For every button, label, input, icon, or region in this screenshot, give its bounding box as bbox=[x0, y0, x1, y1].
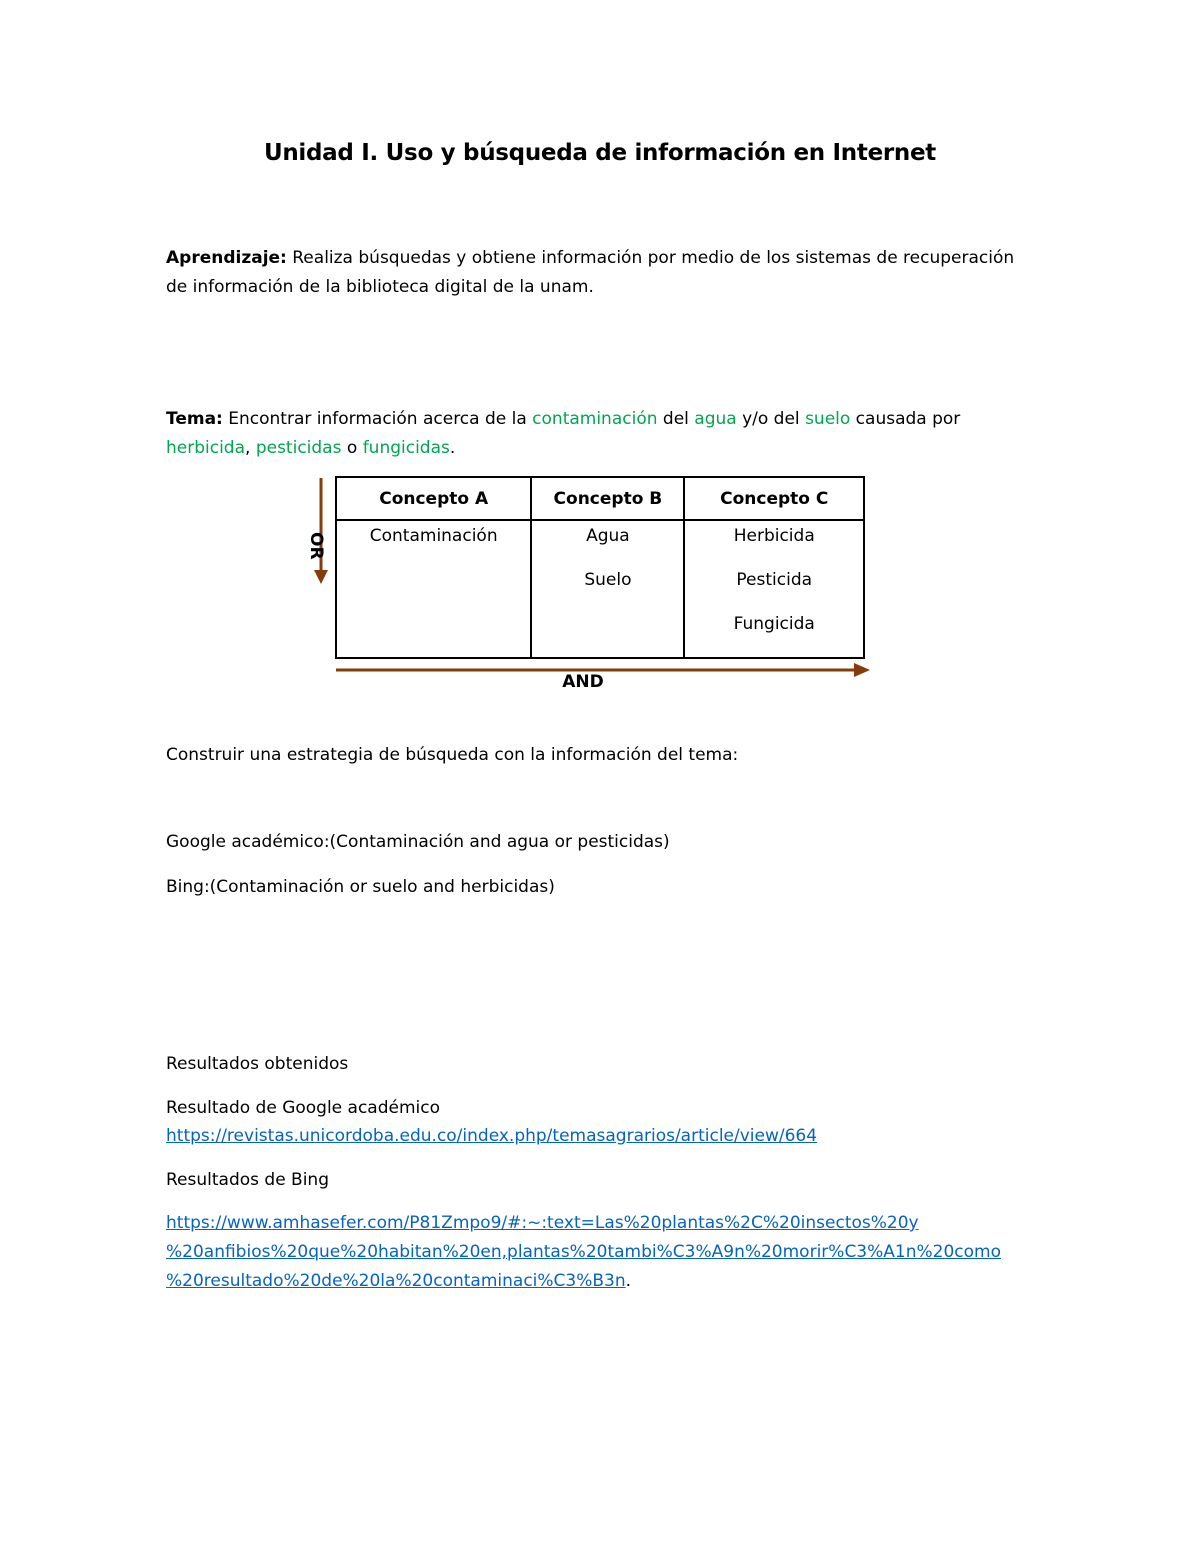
keyword-fungicidas: fungicidas bbox=[362, 438, 450, 458]
header-concepto-b: Concepto B bbox=[531, 477, 684, 520]
aprendizaje-text-2: de información de la biblioteca digital de la unam. bbox=[166, 277, 594, 297]
cell-concepto-c bbox=[684, 520, 864, 658]
keyword-suelo: suelo bbox=[805, 409, 851, 429]
tema-text: . bbox=[449, 438, 456, 458]
keyword-agua: agua bbox=[694, 409, 737, 429]
tema-label: Tema: bbox=[166, 409, 223, 429]
concept-table-header-row bbox=[336, 477, 864, 520]
header-concepto-c: Concepto C bbox=[684, 477, 864, 520]
concept-table bbox=[335, 476, 865, 659]
tema-text: causada por bbox=[850, 409, 961, 429]
aprendizaje-paragraph bbox=[166, 244, 1046, 302]
tema-text: del bbox=[657, 409, 695, 429]
bing-result-label: Resultados de Bing bbox=[166, 1170, 330, 1190]
term-contaminacion: Contaminación bbox=[369, 526, 498, 546]
google-result-line bbox=[166, 1122, 1046, 1151]
and-label: AND bbox=[562, 672, 604, 692]
term-pesticida: Pesticida bbox=[736, 570, 813, 590]
bing-result-period: . bbox=[625, 1271, 632, 1291]
term-fungicida: Fungicida bbox=[733, 614, 815, 634]
google-result-link[interactable]: https://revistas.unicordoba.edu.co/index.php/temasagrarios/article/view/664 bbox=[166, 1126, 818, 1146]
google-result-label: Resultado de Google académico bbox=[166, 1098, 441, 1118]
tema-text: Encontrar información acerca de la bbox=[222, 409, 533, 429]
document-title: Unidad I. Uso y búsqueda de información en Internet bbox=[263, 140, 936, 166]
keyword-contaminacion: contaminación bbox=[532, 409, 658, 429]
cell-concepto-b bbox=[531, 520, 684, 658]
bing-result-link-line-3[interactable]: %20resultado%20de%20la%20contaminaci%C3%B3n bbox=[166, 1271, 626, 1291]
concept-table-row bbox=[336, 520, 864, 658]
term-suelo: Suelo bbox=[584, 570, 632, 590]
tema-text: o bbox=[341, 438, 363, 458]
query-google: Google académico:(Contaminación and agua or pesticidas) bbox=[166, 832, 670, 852]
estrategia-text: Construir una estrategia de búsqueda con la información del tema: bbox=[166, 745, 739, 765]
aprendizaje-text-1: Realiza búsquedas y obtiene información por medio de los sistemas de recuperación bbox=[286, 248, 1015, 268]
aprendizaje-label: Aprendizaje: bbox=[166, 248, 287, 268]
query-bing: Bing:(Contaminación or suelo and herbicidas) bbox=[166, 877, 555, 897]
bing-result-link-line-2[interactable]: %20anfibios%20que%20habitan%20en,plantas%20tambi%C3%A9n%20morir%C3%A1n%20como bbox=[166, 1242, 1001, 1262]
header-concepto-a: Concepto A bbox=[336, 477, 531, 520]
tema-text: y/o del bbox=[736, 409, 806, 429]
bing-result-block bbox=[166, 1209, 1066, 1296]
tema-paragraph bbox=[166, 405, 1046, 463]
tema-text: , bbox=[245, 438, 256, 458]
keyword-herbicida: herbicida bbox=[166, 438, 246, 458]
cell-concepto-a bbox=[336, 520, 531, 658]
keyword-pesticidas: pesticidas bbox=[255, 438, 342, 458]
term-agua: Agua bbox=[586, 526, 630, 546]
resultados-heading: Resultados obtenidos bbox=[166, 1054, 349, 1074]
bing-result-link-line-1[interactable]: https://www.amhasefer.com/P81Zmpo9/#:~:text=Las%20plantas%2C%20insectos%20y bbox=[166, 1213, 919, 1233]
term-herbicida: Herbicida bbox=[733, 526, 815, 546]
or-label: OR bbox=[306, 532, 326, 560]
